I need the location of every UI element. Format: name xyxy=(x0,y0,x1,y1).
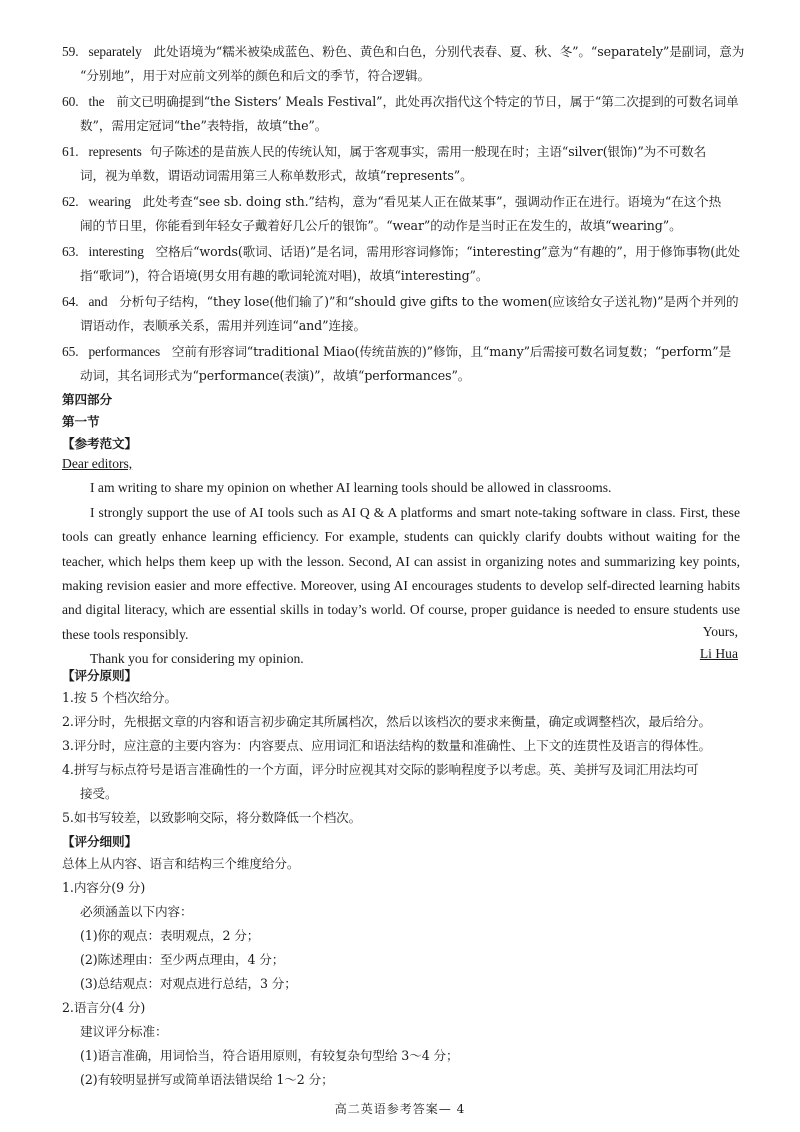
rule-line: (2)陈述理由：至少两点理由，4 分； xyxy=(80,952,285,967)
essay-paragraph: I strongly support the use of AI tools such as AI Q & A platforms and smart note-taking software in class. First, these tools can greatly enhance learning efficiency. For example, students can quickly clarify doubts without waiting for the teacher, which helps them keep up with the lesson. Second, AI can assist in organizing notes and summarizing key points, making revision easier and more effective. Moreover, using AI encourages students to develop self-directed learning habits and digital literacy, which are essential skills in today’s world. Of course, proper guidance is needed to ensure students use these tools responsibly. xyxy=(62,504,740,642)
essay-paragraph: Thank you for considering my opinion. xyxy=(90,651,304,667)
rule-line: (2)有较明显拼写或简单语法错误给 1～2 分； xyxy=(80,1072,334,1087)
essay-closing: Yours, xyxy=(702,624,738,639)
answer-item-63: 63. interesting 空格后“words(歌词、话语)”是名词，需用形容词修饰；“interesting”意为“有趣的”，用于修饰事物(此处 xyxy=(62,244,741,259)
essay-signature: Li Hua xyxy=(699,646,738,661)
answer-item-61: 61. represents 句子陈述的是苗族人民的传统认知，属于客观事实，需用一般现在时；主语“silver(银饰)”为不可数名 xyxy=(62,144,707,159)
answer-word: the xyxy=(88,94,105,109)
principle-item-cont: 接受。 xyxy=(80,786,118,801)
answer-item-65: 65. performances 空前有形容词“traditional Miao(传统苗族的)”修饰，且“many”后需接可数名词复数；“perform”是 xyxy=(62,344,732,359)
answer-item-59: 59. separately 此处语境为“糯米被染成蓝色、粉色、黄色和白色，分别代表春、夏、秋、冬”。“separately”是副词，意为 xyxy=(62,44,745,59)
answer-item-64: 64. and 分析句子结构，“they lose(他们输了)”和“should give gifts to the women(应该给女子送礼物)”是两个并列的 xyxy=(62,294,739,309)
rule-line: (1)语言准确，用词恰当，符合语用原则，有较复杂句型给 3～4 分； xyxy=(80,1048,459,1063)
answer-word: performances xyxy=(88,344,161,359)
answer-line: 指“歌词”)，符合语境(男女用有趣的歌词轮流对唱)，故填“interesting”。 xyxy=(80,268,489,283)
principle-item: 1.按 5 个档次给分。 xyxy=(62,690,177,705)
essay-greeting: Dear editors, xyxy=(62,456,133,471)
part-heading: 第四部分 xyxy=(62,392,112,407)
rule-line: 1.内容分(9 分) xyxy=(62,880,146,895)
rule-line: 2.语言分(4 分) xyxy=(62,1000,146,1015)
page-footer: 高二英语参考答案— 4 xyxy=(334,1102,466,1116)
answer-word: interesting xyxy=(88,244,144,259)
principle-item: 3.评分时，应注意的主要内容为：内容要点、应用词汇和语法结构的数量和准确性、上下文的连贯性及语言的得体性。 xyxy=(62,738,711,753)
answer-line: 数”，需用定冠词“the”表特指，故填“the”。 xyxy=(80,118,328,133)
rules-heading: 【评分细则】 xyxy=(62,834,137,849)
answer-line: 谓语动作，表顺承关系，需用并列连词“and”连接。 xyxy=(80,318,366,333)
answer-word: separately xyxy=(88,44,142,59)
sample-essay-heading: 【参考范文】 xyxy=(62,436,137,451)
principles-heading: 【评分原则】 xyxy=(62,668,137,683)
rule-line: 建议评分标准： xyxy=(80,1024,168,1039)
answer-line: 动词，其名词形式为“performance(表演)”，故填“performances”。 xyxy=(80,368,471,383)
answer-line: 词，视为单数，谓语动词需用第三人称单数形式，故填“represents”。 xyxy=(80,168,473,183)
sample-essay xyxy=(62,452,740,672)
essay-paragraph: I am writing to share my opinion on whether AI learning tools should be allowed in classrooms. xyxy=(90,480,612,496)
section-heading: 第一节 xyxy=(62,414,100,429)
answer-word: wearing xyxy=(88,194,131,209)
answer-item-62: 62. wearing 此处考查“see sb. doing sth.”结构，意为“看见某人正在做某事”，强调动作正在进行。语境为“在这个热 xyxy=(62,194,722,209)
rule-line: 必须涵盖以下内容： xyxy=(80,904,193,919)
rule-line: 总体上从内容、语言和结构三个维度给分。 xyxy=(62,856,300,871)
answer-word: represents xyxy=(88,144,142,159)
principle-item: 2.评分时，先根据文章的内容和语言初步确定其所属档次，然后以该档次的要求来衡量，确定或调整档次，最后给分。 xyxy=(62,714,711,729)
rule-line: (3)总结观点：对观点进行总结，3 分； xyxy=(80,976,297,991)
answer-word: and xyxy=(88,294,108,309)
answer-line: 闹的节日里，你能看到年轻女子戴着好几公斤的银饰”。“wear”的动作是当时正在发生的，故填“wearing”。 xyxy=(80,218,682,233)
principle-item: 4.拼写与标点符号是语言准确性的一个方面，评分时应视其对交际的影响程度予以考虑。英、美拼写及词汇用法均可 xyxy=(62,762,699,777)
answer-line: “分别地”，用于对应前文列举的颜色和后文的季节，符合逻辑。 xyxy=(80,68,431,83)
principle-item: 5.如书写较差，以致影响交际，将分数降低一个档次。 xyxy=(62,810,362,825)
answer-item-60: 60. the 前文已明确提到“the Sisters’ Meals Festival”，此处再次指代这个特定的节日，属于“第二次提到的可数名词单 xyxy=(62,94,739,109)
rule-line: (1)你的观点：表明观点，2 分； xyxy=(80,928,260,943)
